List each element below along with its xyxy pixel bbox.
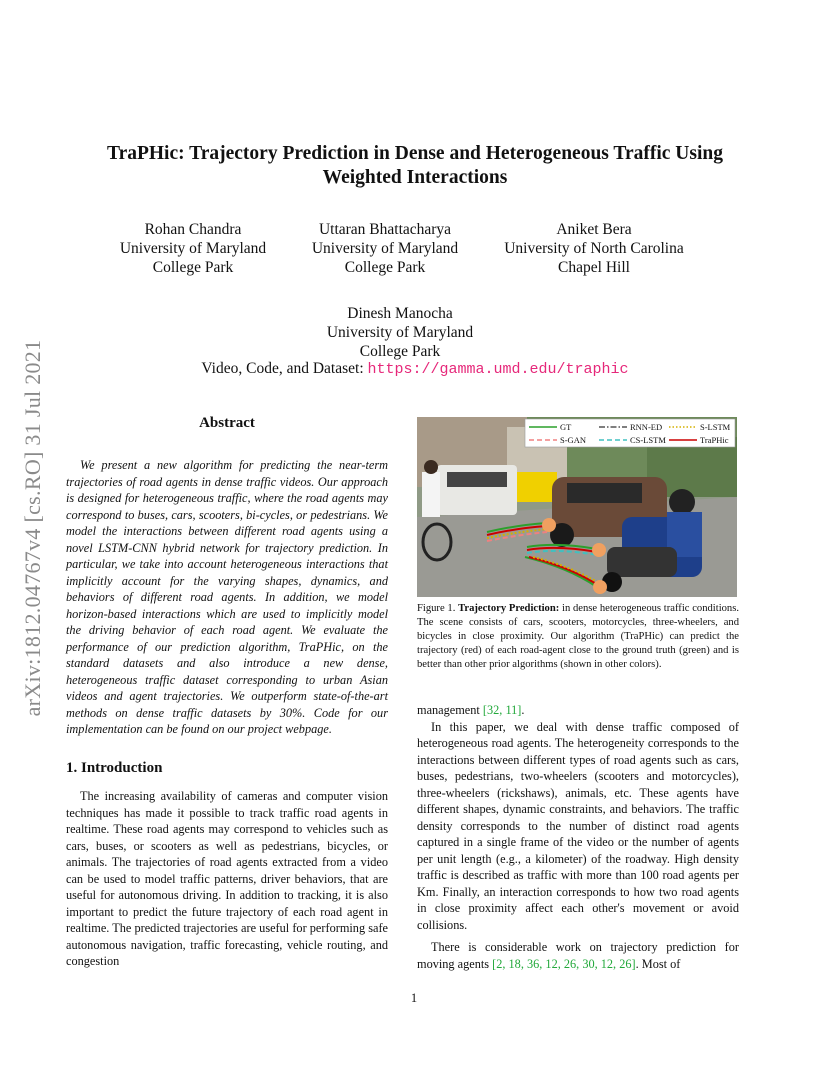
legend-label: S-LSTM xyxy=(700,422,731,432)
author-location: Chapel Hill xyxy=(558,259,630,276)
author-block xyxy=(98,220,288,277)
caption-title: Trajectory Prediction: xyxy=(458,603,560,614)
figure-caption xyxy=(417,602,739,672)
author-block xyxy=(290,220,480,277)
paragraph: There is considerable work on trajectory prediction for moving agents [2, 18, 36, 12, 26, 30, 12, 26]. Most of xyxy=(417,940,739,971)
citation-link[interactable]: [2, 18, 36, 12, 26, 30, 12, 26] xyxy=(492,956,636,971)
abstract-body: We present a new algorithm for predicting the near-term trajectories of road agents in dense traffic videos. Our approach is designed for heterogeneous traffic, where the road agents may correspond to buses, cars, scooters, bi-cycles, or pedestrians. We model the interactions between different road agents using a novel LSTM-CNN hybrid network for trajectory prediction. In particular, we take into account heterogeneous interactions that implicitly account for the varying shapes, dynamics, and behaviors of different road agents. In addition, we model horizon-based interactions which are used to implicitly model the driving behavior of each road agent. We evaluate the performance of our prediction algorithm, TraPHic, on the standard datasets and also introduce a new dense, heterogeneous traffic dataset corresponding to urban Asian videos and agent trajectories. We outperform state-of-the-art methods on dense traffic datasets by 30%. Code for our implementation can be found on our project webpage. xyxy=(66,458,388,736)
author-name: Uttaran Bhattacharya xyxy=(318,221,452,238)
project-link-label: Video, Code, and Dataset: xyxy=(201,360,364,377)
author-name: Dinesh Manocha xyxy=(347,305,453,322)
author-affiliation: University of Maryland xyxy=(326,324,474,341)
page-number: 1 xyxy=(410,991,418,1005)
legend-label: TraPHic xyxy=(700,435,729,445)
arxiv-identifier: arXiv:1812.04767v4 [cs.RO] 31 Jul 2021 xyxy=(20,339,45,717)
legend-label: RNN-ED xyxy=(630,422,663,432)
author-name: Aniket Bera xyxy=(556,221,632,238)
paper-title: TraPHic: Trajectory Prediction in Dense and Heterogeneous Traffic Using Weighted Interactions xyxy=(107,143,723,188)
paragraph: In this paper, we deal with dense traffic composed of heterogeneous road agents. The heterogeneity corresponds to the interactions between different types of road agents such as cars, buses, pedestrians, two-wheelers (scooters and motorcycles), three-wheelers (rickshaws), animals, etc. These agents have different shapes, dynamic constraints, and behaviors. The traffic density corresponds to the number of distinct road agents captured in a single frame of the video or the number of agents per unit length (e.g., a kilometer) of the roadway. High density traffic is described as traffic with more than 100 road agents per Km. Finally, an interaction corresponds to how two road agents in close proximity affect each other's movement or avoid collisions. xyxy=(417,719,739,932)
intro-heading: 1. Introduction xyxy=(66,760,163,776)
caption-label: Figure 1. xyxy=(417,603,456,614)
citation-link[interactable]: [32, 11] xyxy=(482,703,522,717)
author-affiliation: University of Maryland xyxy=(311,240,459,257)
legend-label: S-GAN xyxy=(560,435,586,445)
figure-traffic-scene xyxy=(417,417,737,597)
author-location: College Park xyxy=(152,259,234,276)
abstract-heading: Abstract xyxy=(199,415,255,431)
project-link-line xyxy=(60,360,770,378)
legend-label: GT xyxy=(560,422,572,432)
intro-body: The increasing availability of cameras and computer vision techniques has made it possible to track traffic road agents in realtime. These road agents may correspond to vehicles such as cars, buses, or scooters as well as pedestrians, bicycles, or animals. The trajectories of road agents extracted from a video can be used to model traffic patterns, driver behaviors, that are useful for autonomous driving. In addition to tracking, it is also important to predict the future trajectory of each road agent in realtime. The predicted trajectories are useful for performing safe autonomous navigation, traffic forecasting, vehicle routing, and congestion xyxy=(66,789,388,968)
author-block xyxy=(490,220,698,277)
continued-paragraph: management [32, 11]. xyxy=(417,703,525,717)
author-location: College Park xyxy=(359,343,441,360)
caption-text: in dense heterogeneous traffic conditions. The scene consists of cars, scooters, motorcycles, three-wheelers, and bicycles in close proximity. Our algorithm (TraPHic) can predict the trajectory (red) of each road-agent close to the ground truth (green) and is better than other prior algorithms (shown in other colors). xyxy=(417,603,739,670)
author-location: College Park xyxy=(344,259,426,276)
right-column-body xyxy=(417,702,739,972)
project-url-link[interactable]: https://gamma.umd.edu/traphic xyxy=(367,361,629,378)
author-affiliation: University of North Carolina xyxy=(504,240,684,257)
traffic-photo xyxy=(417,417,737,597)
author-name: Rohan Chandra xyxy=(144,221,242,238)
author-affiliation: University of Maryland xyxy=(119,240,267,257)
author-block xyxy=(300,304,500,361)
legend-label: CS-LSTM xyxy=(630,435,666,445)
